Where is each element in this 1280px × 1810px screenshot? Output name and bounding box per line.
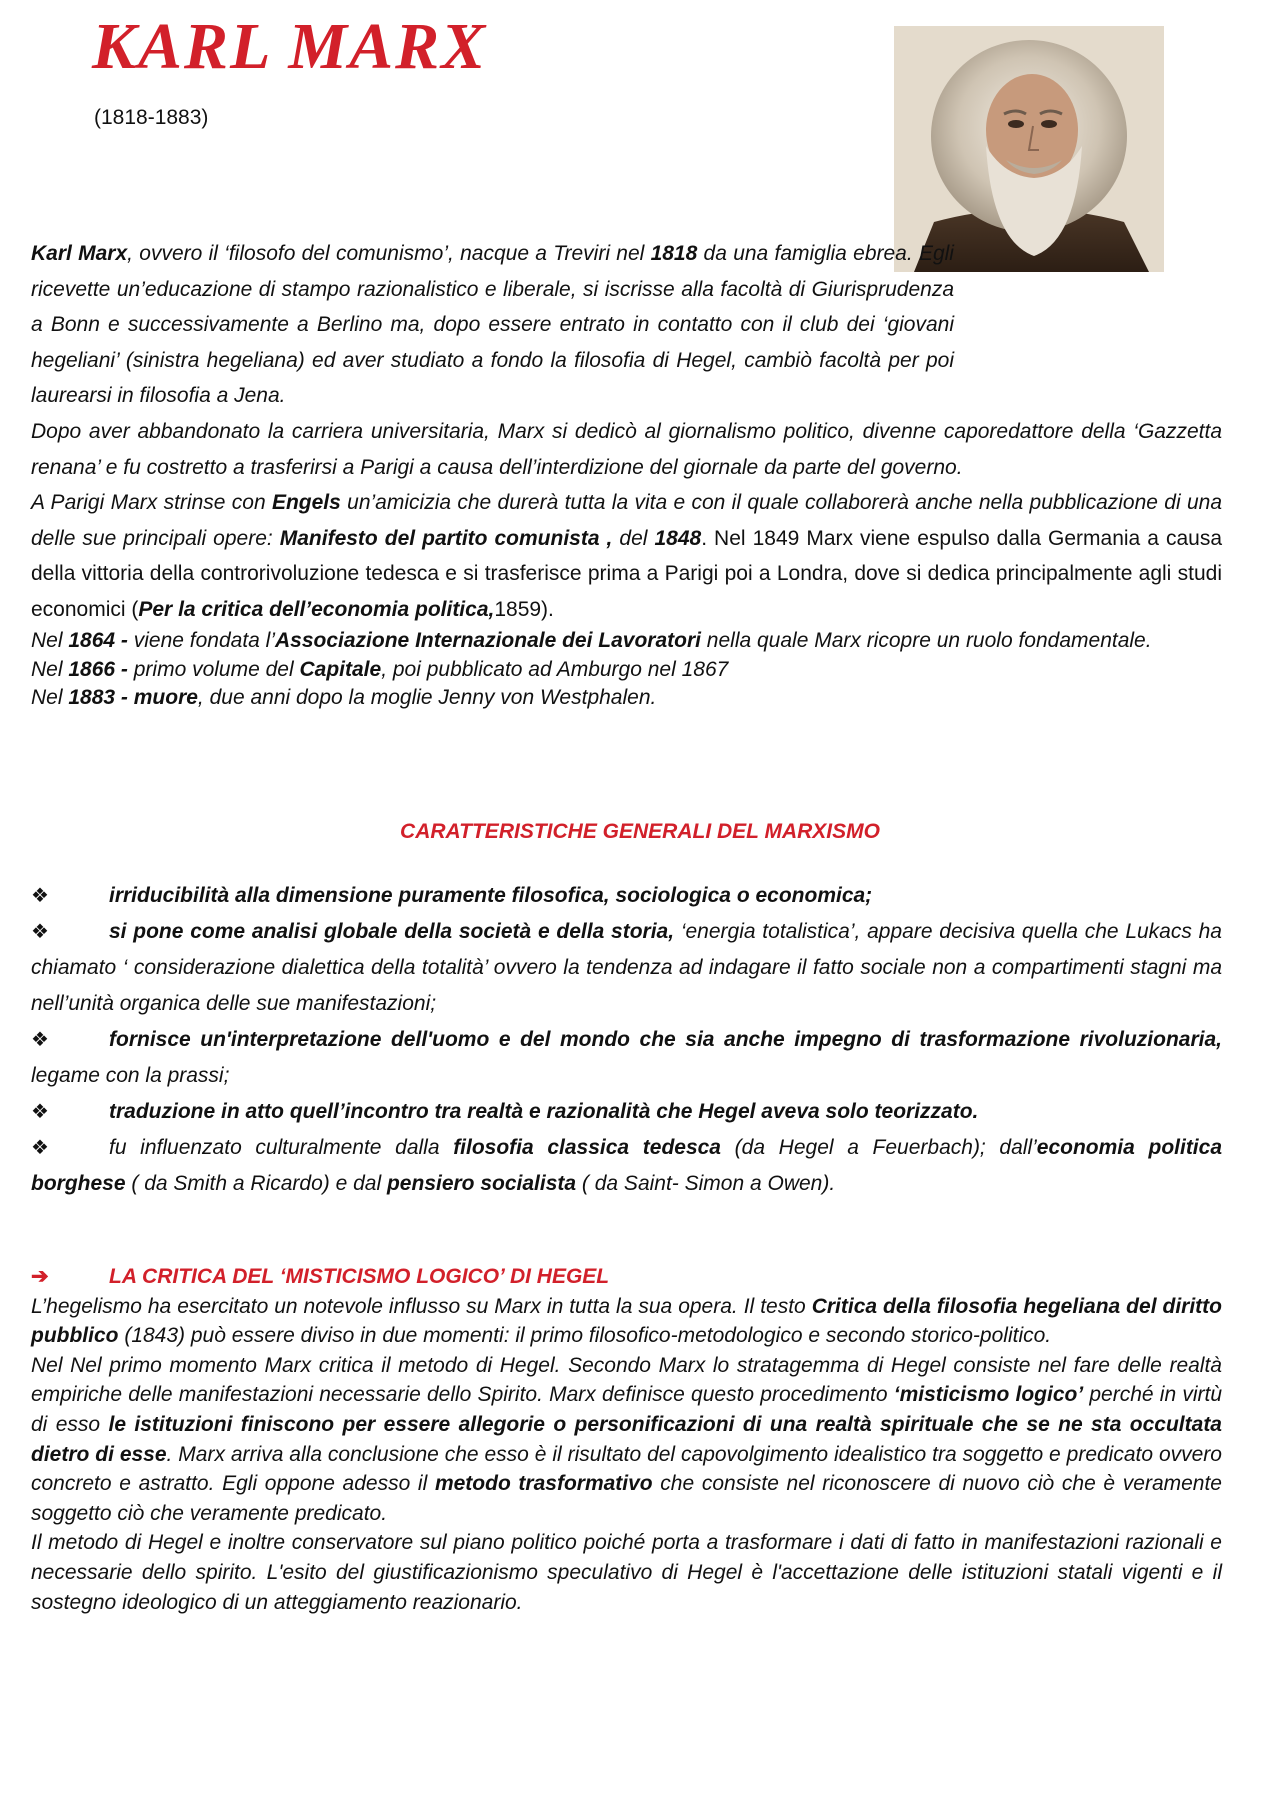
list-item [31, 1130, 1222, 1202]
hegel-text: perché in virtù di esso [31, 1383, 1222, 1436]
hegel-text: Nel Nel primo momento Marx critica il metodo di Hegel. Secondo Marx lo stratagemma di Hegel consiste nel fare delle realtà empiriche delle manifestazioni necessarie dello Spirito. Marx definisce questo procedimento [31, 1353, 1222, 1407]
bio-manifesto: Manifesto del partito comunista , [279, 526, 613, 550]
bullet-text: traduzione in atto quell’incontro tra realtà e razionalità che Hegel aveva solo teorizzato. [109, 1100, 979, 1123]
bullet-text: fornisce un'interpretazione dell'uomo e del mondo che sia anche impegno di trasformazione rivoluzionaria, [109, 1028, 1222, 1051]
bullet-text: pensiero socialista [386, 1172, 577, 1195]
bio-year: 1883 - muore [68, 686, 198, 709]
diamond-bullet-icon: ❖ [31, 1029, 49, 1051]
bio-text: nella quale Marx ricopre un ruolo fondamentale. [700, 629, 1152, 652]
bio-text: viene fondata l’ [127, 629, 276, 652]
bullet-text: filosofia classica tedesca [453, 1136, 721, 1159]
bullet-text: (da Hegel a Feuerbach); dall’ [720, 1136, 1037, 1159]
diamond-bullet-icon: ❖ [31, 921, 49, 943]
list-item [31, 878, 1222, 914]
section-heading-hegel [31, 1262, 1222, 1292]
bio-paragraph-5 [31, 656, 1222, 685]
hegel-paragraph-1 [31, 1292, 1222, 1351]
arrow-right-icon: ➔ [31, 1265, 49, 1288]
biography-2 [31, 414, 1222, 713]
bio-text: , due anni dopo la moglie Jenny von Westphalen. [197, 686, 657, 709]
bio-year: 1864 - [68, 629, 128, 652]
bio-paragraph-2: Dopo aver abbandonato la carriera universitaria, Marx si dedicò al giornalismo politico, divenne caporedattore della ‘Gazzetta renana’ e fu costretto a trasferirsi a Parigi a causa dell’interdizione del giornale da parte del governo. [31, 420, 1222, 479]
bio-text: da una famiglia ebrea. Egli ricevette un’educazione di stampo razionalistico e liberale, si iscrisse alla facoltà di Giurisprudenza a Bonn e successivamente a Berlino ma, dopo essere entrato in contatto con il club dei ‘giovani hegeliani’ (sinistra hegeliana) ed aver studiato a fondo la filosofia di Hegel, cambiò facoltà per poi laurearsi in filosofia a Jena. [31, 242, 954, 407]
bullet-text: ( da Saint- Simon a Owen). [576, 1172, 836, 1195]
hegel-paragraph-2 [31, 1351, 1222, 1529]
bio-paragraph-4 [31, 627, 1222, 656]
bullet-text: ‘energia totalistica’, appare decisiva quella che Lukacs ha chiamato ‘ considerazione dialettica della totalità’ ovvero la tendenza ad indagare il fatto sociale non a compartimenti stagni ma nell’unità organica delle sue manifestazioni; [31, 920, 1222, 1015]
bullet-text: fu influenzato culturalmente dalla [109, 1136, 454, 1159]
list-item [31, 1094, 1222, 1130]
hegel-istituzioni: le istituzioni finiscono per essere allegorie o personificazioni di una realtà spirituale che se ne sta occultata dietro di esse [31, 1412, 1222, 1466]
diamond-bullet-icon: ❖ [31, 1137, 49, 1159]
bio-year: 1866 - [68, 657, 128, 681]
bio-text: un’amicizia che durerà tutta la vita e con il quale collaborerà anche nella pubblicazione di una delle sue principali opere: [31, 491, 1223, 550]
bio-year: 1818 [650, 242, 698, 265]
bio-text: A Parigi Marx strinse con [31, 491, 272, 514]
hegel-critica: Critica della filosofia hegeliana del diritto pubblico [31, 1294, 1222, 1348]
hegel-paragraph-3: Il metodo di Hegel e inoltre conservatore sul piano politico poiché porta a trasformare i dati di fatto in manifestazioni razionali e necessarie dello spirito. L'esito del giustificazionismo speculativo di Hegel è l'accettazione delle istituzioni statali vigenti e il sostegno ideologico di un atteggiamento reazionario. [31, 1531, 1222, 1614]
bullet-text: legame con la prassi; [31, 1064, 230, 1087]
hegel-text: L’hegelismo ha esercitato un notevole influsso su Marx in tutta la sua opera. Il testo [31, 1294, 812, 1318]
bio-name: Karl Marx [31, 242, 128, 265]
bio-text: del [612, 526, 655, 550]
bio-text: Nel [31, 657, 69, 681]
bio-text: , poi pubblicato ad Amburgo nel 1867 [381, 657, 729, 681]
hegel-misticismo: ‘misticismo logico’ [893, 1383, 1084, 1407]
bio-text: . Nel 1849 Marx viene espulso dalla Germania a causa della vittoria della controrivoluzione tedesca e si trasferisce prima a Parigi poi a Londra, dove si dedica principalmente agli studi economici ( [31, 526, 1223, 621]
biography [31, 236, 1222, 414]
bio-text: 1859). [494, 597, 554, 621]
bio-capitale: Capitale [299, 657, 382, 681]
bio-critica: Per la critica dell’economia politica, [138, 597, 495, 621]
diamond-bullet-icon: ❖ [31, 1101, 49, 1123]
bio-text: , ovvero il ‘filosofo del comunismo’, nacque a Treviri nel [127, 242, 651, 265]
diamond-bullet-icon: ❖ [31, 885, 49, 907]
bio-paragraph-1 [31, 236, 1222, 414]
bullet-text: si pone come analisi globale della società e della storia, [109, 920, 675, 943]
bullet-text: ( da Smith a Ricardo) e dal [125, 1172, 387, 1195]
list-item [31, 1022, 1222, 1094]
hegel-text: che consiste nel riconoscere di nuovo ciò che è veramente soggetto ciò che veramente predicato. [31, 1472, 1222, 1525]
hegel-text: . Marx arriva alla conclusione che esso è il risultato del capovolgimento idealistico tra soggetto e predicato ovvero concreto e astratto. Egli oppone adesso il [31, 1442, 1222, 1496]
section-heading-marxismo: CARATTERISTICHE GENERALI DEL MARXISMO [400, 820, 880, 843]
list-item [31, 914, 1222, 1022]
bio-paragraph-6 [31, 684, 1222, 713]
bio-engels: Engels [271, 491, 341, 514]
page-title: KARL MARX [92, 10, 488, 83]
bio-paragraph-3 [31, 485, 1222, 627]
section-heading-text: LA CRITICA DEL ‘MISTICISMO LOGICO’ DI HEGEL [109, 1265, 610, 1288]
bio-text: Nel [31, 629, 69, 652]
hegel-text: (1843) può essere diviso in due momenti: il primo filosofico-metodologico e secondo storico-politico. [118, 1324, 1052, 1348]
bio-text: Nel [31, 686, 69, 709]
hegel-section [31, 1262, 1222, 1617]
bio-year: 1848 [654, 526, 702, 550]
bio-assoc: Associazione Internazionale dei Lavoratori [275, 629, 701, 652]
hegel-metodo: metodo trasformativo [434, 1472, 653, 1496]
bullet-text: irriducibilità alla dimensione puramente filosofica, sociologica o economica; [109, 884, 873, 907]
life-years: (1818-1883) [94, 106, 209, 129]
bullet-text: economia politica borghese [31, 1136, 1222, 1195]
bio-text: primo volume del [127, 657, 300, 681]
marxismo-list [31, 878, 1222, 1202]
